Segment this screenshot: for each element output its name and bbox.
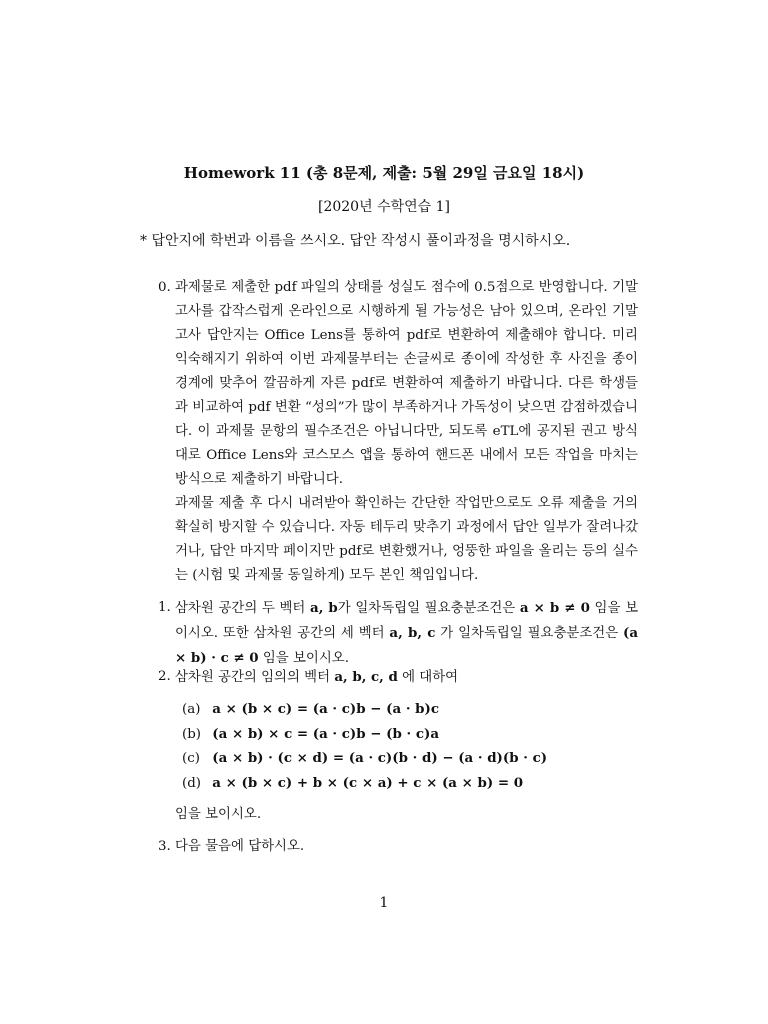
subitem-b <box>182 722 622 747</box>
problem-2-closing: 임을 보이시오. <box>175 807 262 822</box>
problem-text: 다음 물음에 답하시오. <box>175 839 305 854</box>
problem-text-part: 에 대하여 <box>397 670 459 685</box>
instructions-note: * 답안지에 학번과 이름을 쓰시오. 답안 작성시 풀이과정을 명시하시오. <box>140 233 571 249</box>
course-subtitle: [2020년 수학연습 1] <box>318 199 450 215</box>
problem-text-part: 가 일차독립일 필요충분조건은 <box>435 626 623 641</box>
subitem-c <box>182 746 622 771</box>
problem-number: 1. <box>158 600 171 615</box>
problem-text-part: 삼차원 공간의 임의의 벡터 <box>175 670 335 685</box>
problem-text-part: 삼차원 공간의 두 벡터 <box>175 601 311 616</box>
problem-1 <box>158 596 638 671</box>
math-expression: (a × b) · c ≠ 0 <box>175 625 639 666</box>
math-vectors: a, b <box>310 600 338 616</box>
subitem-formula: (a × b) · (c × d) = (a · c)(b · d) − (a · d)(b · c) <box>212 750 548 766</box>
problem-0-paragraph-2: 과제물 제출 후 다시 내려받아 확인하는 간단한 작업만으로도 오류 제출을 거의 확실히 방지할 수 있습니다. 자동 테두리 맞추기 과정에서 답안 일부가 잘려나갔거나, 답안 마지막 페이지만 pdf로 변환했거나, 엉뚱한 파일을 올리는 등의 실수는 (시험 및 과제물 동일하게) 모두 본인 책임입니다. <box>175 496 638 583</box>
problem-text-part: 가 일차독립일 필요충분조건은 <box>337 601 520 616</box>
math-vectors: a, b, c, d <box>334 669 398 685</box>
page-number: 1 <box>379 895 389 911</box>
problem-number: 0. <box>158 280 171 295</box>
problem-number: 2. <box>158 669 171 684</box>
subitem-label: (c) <box>182 751 200 766</box>
problem-3 <box>158 835 638 859</box>
math-expression: a × b ≠ 0 <box>519 600 590 616</box>
problem-text <box>175 596 638 671</box>
problem-text <box>175 665 638 690</box>
subitem-a <box>182 697 622 722</box>
homework-title: Homework 11 (총 8문제, 제출: 5월 29일 금요일 18시) <box>183 164 585 182</box>
problem-number: 3. <box>158 839 171 854</box>
problem-text-part: 임을 보이시오. <box>258 651 349 666</box>
subitem-label: (a) <box>182 702 201 717</box>
problem-2-subitems <box>182 697 622 795</box>
subitem-d <box>182 771 622 796</box>
problem-2 <box>158 665 638 690</box>
problem-text: 과제물로 제출한 pdf 파일의 상태를 성실도 점수에 0.5점으로 반영합니다. 기말고사를 갑작스럽게 온라인으로 시행하게 될 가능성은 남아 있으며, 온라인 기말고사 답안지는 Office Lens를 통하여 pdf로 변환하여 제출해야 합니다. 미리 익숙해지기 위하여 이번 과제물부터는 손글씨로 종이에 작성한 후 사진을 종이 경계에 맞추어 깔끔하게 자른 pdf로 변환하여 제출하기 바랍니다. 다른 학생들과 비교하여 pdf 변환 “성의”가 많이 부족하거나 가독성이 낮으면 감점하겠습니다. 이 과제물 문항의 필수조건은 아닙니다만, 되도록 eTL에 공지된 권고 방식대로 Office Lens와 코스모스 앱을 통하여 핸드폰 내에서 모든 작업을 마치는 방식으로 제출하기 바랍니다. <box>175 280 638 487</box>
problem-0 <box>158 276 638 492</box>
subitem-label: (b) <box>182 726 202 742</box>
subitem-formula: a × (b × c) + b × (c × a) + c × (a × b) = 0 <box>212 774 524 791</box>
math-vectors: a, b, c <box>389 625 436 641</box>
problem-text-part: 임을 보이시오. 또한 삼차원 공간의 세 벡터 <box>175 601 639 641</box>
subitem-formula: a × (b × c) = (a · c)b − (a · b)c <box>212 701 440 717</box>
subitem-formula: (a × b) × c = (a · c)b − (b · c)a <box>212 725 440 742</box>
subitem-label: (d) <box>182 775 202 791</box>
